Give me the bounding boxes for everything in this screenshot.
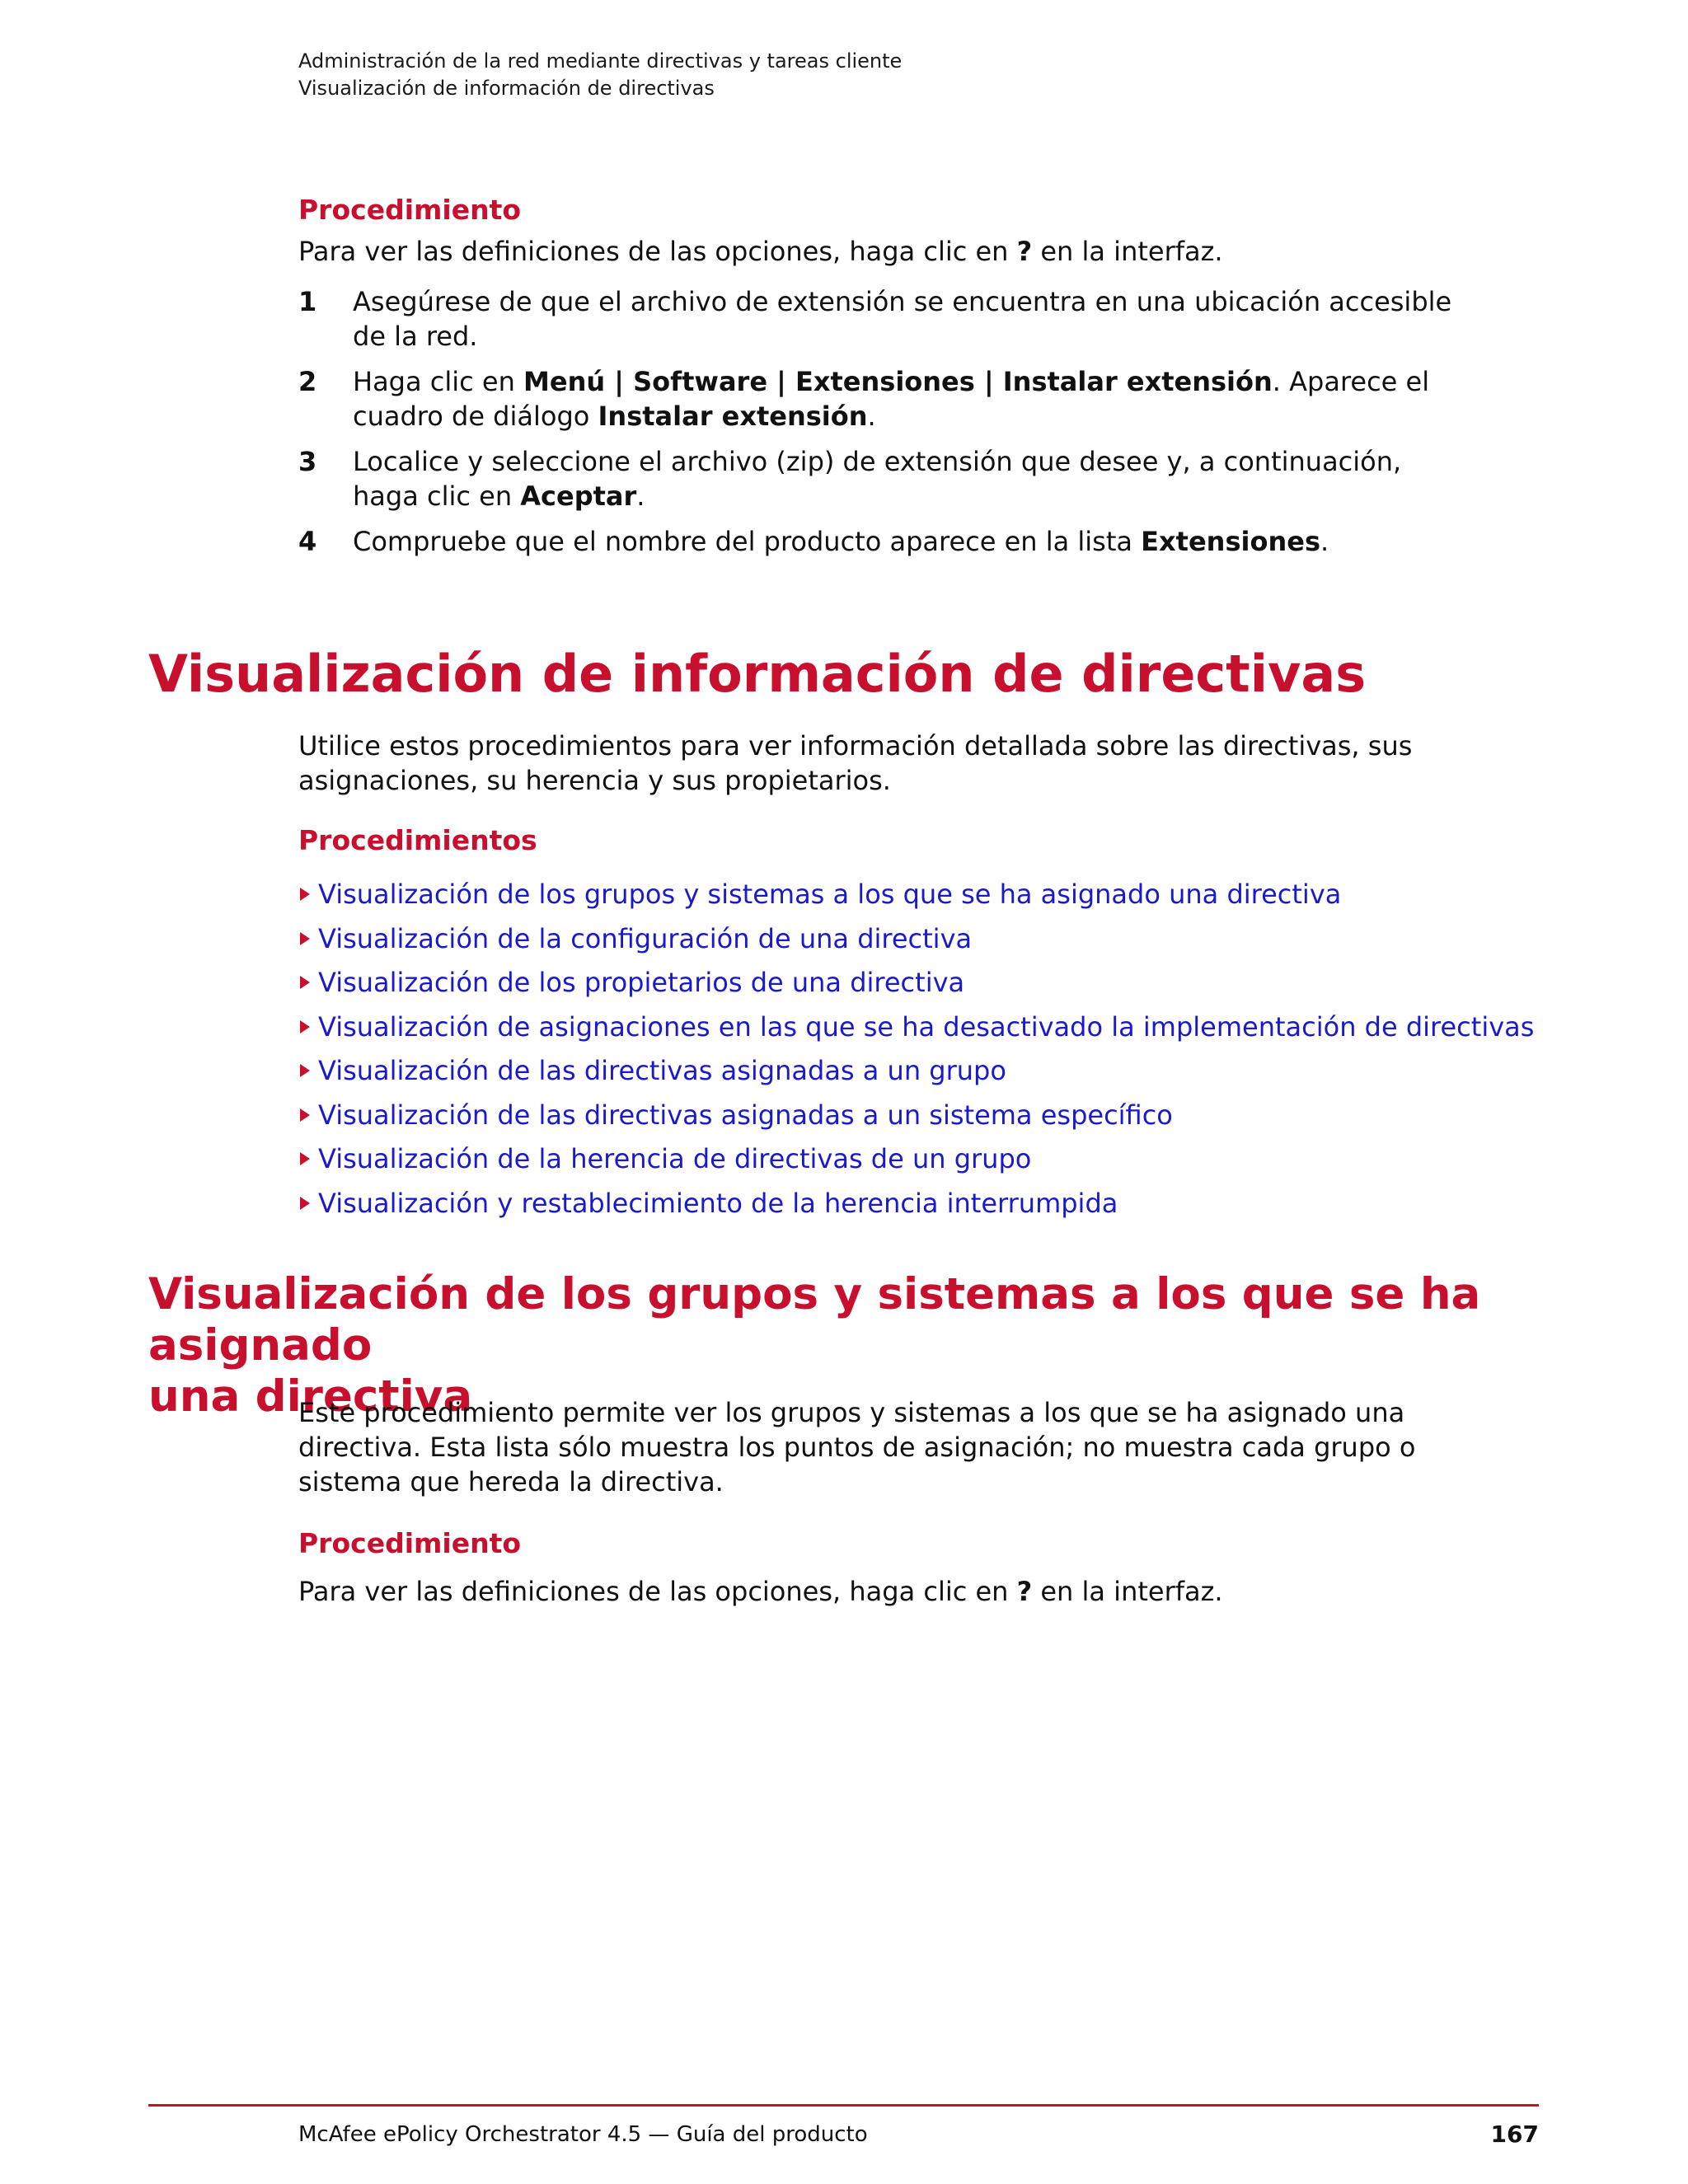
running-header-section: Visualización de información de directivas [298,77,715,100]
procedure-block-1 [298,194,1452,269]
procedure-link-item [298,1186,1535,1230]
procedure-heading: Procedimiento [298,1527,522,1559]
triangle-bullet-icon [300,1108,310,1122]
footer-product-title: McAfee ePolicy Orchestrator 4.5 — Guía del producto [298,2122,868,2147]
link-broken-inheritance[interactable]: Visualización y restablecimiento de la herencia interrumpida [318,1187,1118,1219]
page-number: 167 [1490,2121,1539,2148]
triangle-bullet-icon [300,932,310,945]
link-policies-system[interactable]: Visualización de las directivas asignadas a un sistema específico [318,1099,1173,1131]
step-item: 2 Haga clic en Menú | Software | Extensiones | Instalar extensión. Aparece el cuadro de diálogo Instalar extensión. [298,366,1430,432]
procedure-link-item [298,1098,1535,1142]
policy-info-intro-block [298,729,1452,856]
step-item: 1 Asegúrese de que el archivo de extensión se encuentra en una ubicación accesible de la red. [298,286,1452,352]
procedure-link-item [298,877,1535,921]
link-inheritance-group[interactable]: Visualización de la herencia de directivas de un grupo [318,1143,1032,1174]
link-enforcement-disabled[interactable]: Visualización de asignaciones en las que se ha desactivado la implementación de directivas [318,1010,1535,1043]
link-policies-group[interactable]: Visualización de las directivas asignadas a un grupo [318,1055,1006,1086]
procedure-link-item [298,1053,1535,1098]
procedure-link-item [298,921,1535,966]
section-title-groups-systems: Visualización de los grupos y sistemas a los que se ha asignado una directiva [148,1269,1481,1422]
procedures-heading: Procedimientos [298,824,537,856]
link-policy-settings[interactable]: Visualización de la configuración de una directiva [318,922,973,954]
install-steps-list [298,284,1452,569]
triangle-bullet-icon [300,976,310,989]
triangle-bullet-icon [300,888,310,901]
procedure-link-item [298,1010,1535,1054]
triangle-bullet-icon [300,1197,310,1210]
triangle-bullet-icon [300,1020,310,1033]
groups-systems-block [298,1395,1452,1609]
groups-systems-intro: Este procedimiento permite ver los grupos y sistemas a los que se ha asignado una directiva. Esta lista sólo muestra los puntos de asignación; no muestra cada grupo o sistema que hereda la directiva. [298,1397,1416,1497]
running-header [298,48,902,102]
procedure-heading: Procedimiento [298,194,522,226]
link-policy-owners[interactable]: Visualización de los propietarios de una directiva [318,967,965,998]
procedures-link-list [298,877,1535,1230]
procedure-intro: Para ver las definiciones de las opciones, haga clic en ? en la interfaz. [298,236,1223,267]
procedure-link-item [298,1141,1535,1186]
step-item: 3 Localice y seleccione el archivo (zip) de extensión que desee y, a continuación, haga clic en Aceptar. [298,446,1402,512]
policy-info-intro: Utilice estos procedimientos para ver información detallada sobre las directivas, sus asignaciones, su herencia y sus propietarios. [298,730,1413,796]
triangle-bullet-icon [300,1152,310,1165]
step-item: 4 Compruebe que el nombre del producto aparece en la lista Extensiones. [298,526,1329,557]
footer-divider [148,2104,1539,2107]
triangle-bullet-icon [300,1064,310,1077]
procedure-link-item [298,965,1535,1010]
procedure-note: Para ver las definiciones de las opciones, haga clic en ? en la interfaz. [298,1576,1223,1607]
link-groups-systems-assigned[interactable]: Visualización de los grupos y sistemas a los que se ha asignado una directiva [318,879,1342,910]
section-title-policy-info: Visualización de información de directivas [148,644,1367,704]
running-header-chapter: Administración de la red mediante directivas y tareas cliente [298,49,903,73]
